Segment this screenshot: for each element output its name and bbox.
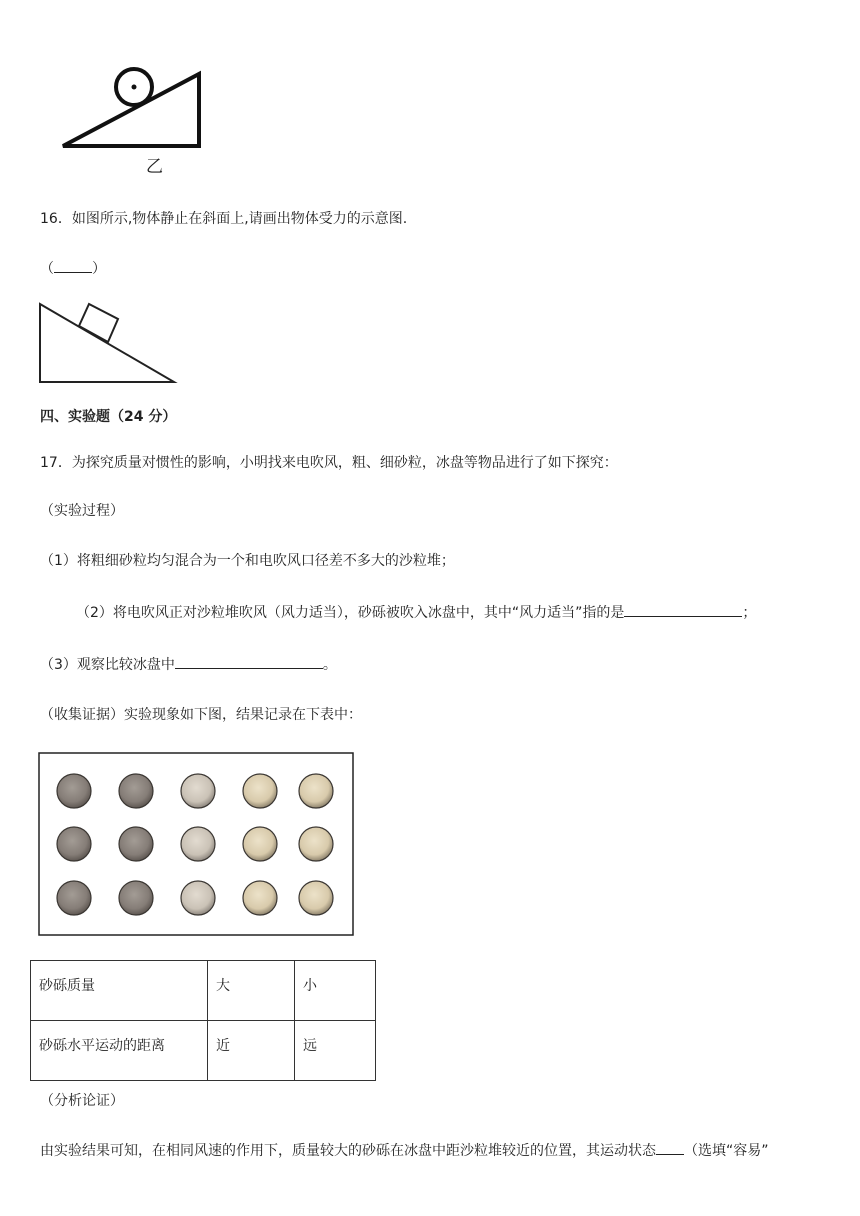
sand-grain <box>57 881 91 915</box>
step-2: （2）将电吹风正对沙粒堆吹风（风力适当），砂砾被吹入冰盘中，其中“风力适当”指的是 ； <box>76 602 756 622</box>
question-17-intro: 17．为探究质量对惯性的影响，小明找来电吹风，粗、细砂粒，冰盘等物品进行了如下探究： <box>40 455 618 471</box>
table-cell: 砂砾水平运动的距离 <box>31 1021 208 1081</box>
sand-grain <box>299 774 333 808</box>
table-row <box>31 1021 376 1081</box>
sand-grain <box>299 827 333 861</box>
sand-grain <box>119 774 153 808</box>
answer-blank[interactable] <box>54 258 92 273</box>
sand-grain <box>181 827 215 861</box>
sand-grain <box>181 774 215 808</box>
step-3-blank[interactable] <box>175 654 323 669</box>
sand-grain <box>243 774 277 808</box>
table-cell: 小 <box>295 961 376 1021</box>
sand-grain <box>119 881 153 915</box>
sand-grain <box>57 827 91 861</box>
step-1: （1）将粗细砂粒均匀混合为一个和电吹风口径差不多大的沙粒堆； <box>40 553 455 569</box>
table-row <box>31 961 376 1021</box>
incline-ball-figure <box>55 60 215 160</box>
sand-grain <box>243 827 277 861</box>
sand-grain <box>299 881 333 915</box>
step-3: （3）观察比较冰盘中 。 <box>40 654 337 674</box>
analysis-title: （分析论证） <box>40 1093 124 1109</box>
sand-grain <box>181 881 215 915</box>
table-cell: 砂砾质量 <box>31 961 208 1021</box>
step-2-blank[interactable] <box>624 602 742 617</box>
figure-label: 乙 <box>146 157 163 177</box>
section-title: 四、实验题（24 分） <box>40 409 177 425</box>
question-16-answer: （ ） <box>40 258 106 278</box>
results-table <box>30 960 376 1081</box>
table-cell: 近 <box>208 1021 295 1081</box>
table-cell: 远 <box>295 1021 376 1081</box>
evidence-title: （收集证据）实验现象如下图，结果记录在下表中： <box>40 707 362 723</box>
conclusion: 由实验结果可知，在相同风速的作用下，质量较大的砂砾在冰盘中距沙粒堆较近的位置，其运动状态 （选填“容易” <box>40 1140 769 1160</box>
conclusion-blank[interactable] <box>656 1140 684 1155</box>
sand-grain <box>243 881 277 915</box>
sand-grain-figure <box>38 752 356 938</box>
sand-grain <box>57 774 91 808</box>
table-cell: 大 <box>208 961 295 1021</box>
sand-grain <box>119 827 153 861</box>
question-16-text: 16．如图所示,物体静止在斜面上,请画出物体受力的示意图. <box>40 211 408 227</box>
process-title: （实验过程） <box>40 503 124 519</box>
incline-block-figure <box>36 298 180 388</box>
